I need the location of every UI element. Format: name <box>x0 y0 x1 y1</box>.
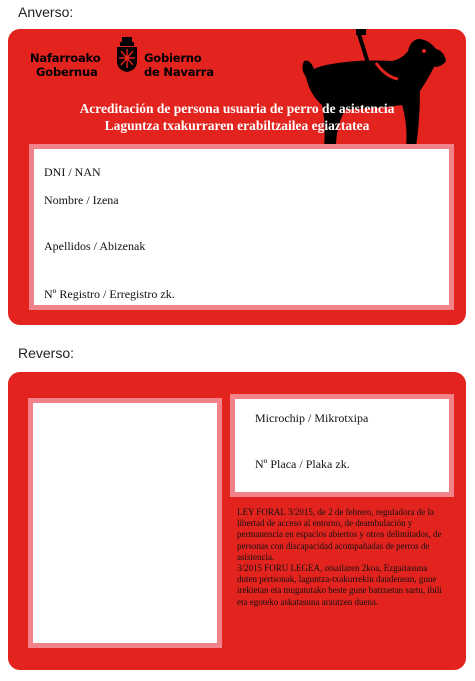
navarra-coat-of-arms-icon <box>114 37 140 73</box>
logo-left-line2: Gobernua <box>36 65 98 79</box>
logo-left-line1: Nafarroako <box>30 51 101 65</box>
logo-basque-text <box>30 51 100 79</box>
holder-data-panel <box>29 144 454 310</box>
surname-field-label: Apellidos / Abizenak <box>44 239 146 253</box>
law-text-basque: 3/2015 FORU LEGEA, otsailaren 2koa, Ezgaitasuna duten pertsonak, laguntza-txakurrekin daudenean, gune irekietan eta mugatutako beste gune batzuetan sartu, ibili eta egoteko askatasuna arautzen duena. <box>237 563 442 607</box>
name-field-label: Nombre / Izena <box>44 193 119 207</box>
microchip-field-label: Microchip / Mikrotxipa <box>255 411 369 425</box>
law-text <box>237 507 449 608</box>
logo-right-line2: de Navarra <box>144 65 214 79</box>
dog-data-panel <box>230 394 454 497</box>
dni-field-label: DNI / NAN <box>44 165 101 179</box>
plate-field-label: Nº Placa / Plaka zk. <box>255 457 350 471</box>
logo-spanish-text <box>144 51 214 79</box>
photo-panel <box>28 398 222 648</box>
registry-field-label: Nº Registro / Erregistro zk. <box>44 287 175 301</box>
back-side-label: Reverso: <box>18 345 75 361</box>
card-front <box>8 29 466 325</box>
law-text-spanish: LEY FORAL 3/2015, de 2 de febrero, reguladora de la libertad de acceso al entorno, de deambulación y permanencia en espacios abiertos y otros delimitados, de personas con discapacidad acompañadas de perros de asistencia. <box>237 507 442 562</box>
logo-right-line1: Gobierno <box>144 51 202 65</box>
card-back <box>8 372 466 670</box>
front-side-label: Anverso: <box>18 4 74 20</box>
card-title-spanish: Acreditación de persona usuaria de perro de asistencia <box>79 101 395 116</box>
card-title-basque: Laguntza txakurraren erabiltzailea egiaztatea <box>104 118 370 133</box>
